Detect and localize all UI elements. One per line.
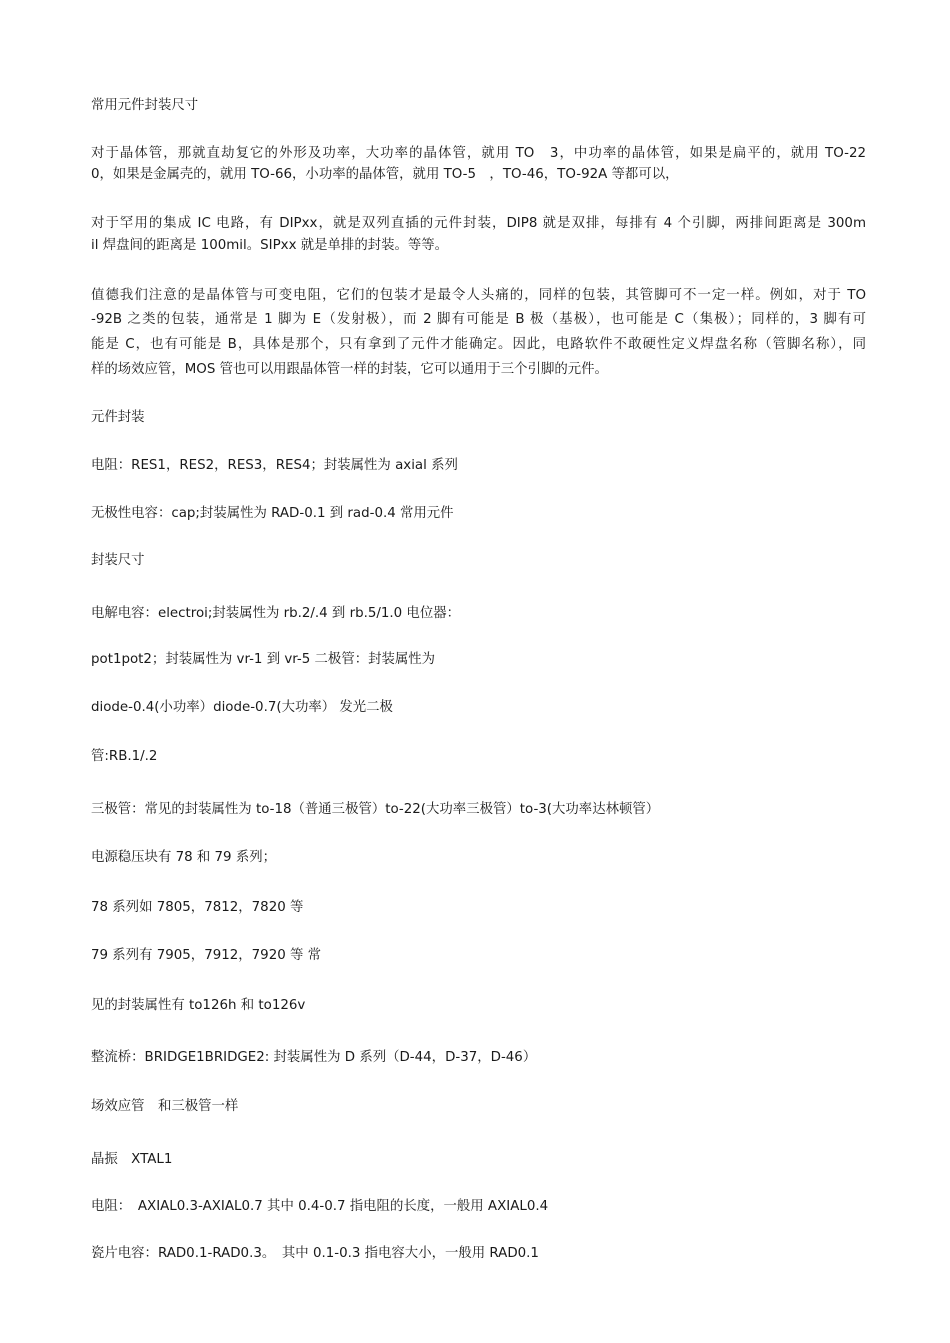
item-nonpolar-capacitor: 无极性电容：cap;封装属性为 RAD-0.1 到 rad-0.4 常用元件 bbox=[91, 506, 454, 521]
item-electrolytic-capacitor: 电解电容：electroi;封装属性为 rb.2/.4 到 rb.5/1.0 电位器： bbox=[91, 606, 460, 621]
item-bridge-rectifier: 整流桥：BRIDGE1BRIDGE2: 封装属性为 D 系列（D-44，D-37，D-46） bbox=[91, 1050, 537, 1065]
item-regulator: 电源稳压块有 78 和 79 系列； bbox=[91, 850, 277, 865]
paragraph-transistor-line-1: 对于晶体管，那就直劫复它的外形及功率，大功率的晶体管，就用 TO 3，中功率的晶体管，如果是扁平的，就用 TO-22 bbox=[91, 146, 866, 161]
item-led: 管:RB.1/.2 bbox=[91, 749, 158, 764]
item-triode: 三极管：常见的封装属性为 to-18（普通三极管）to-22(大功率三极管）to-3(大功率达林顿管） bbox=[91, 802, 660, 817]
paragraph-notice-line-1: 值德我们注意的是晶体管与可变电阻，它们的包装才是最令人头痛的，同样的包装，其管脚可不一定一样。例如，对于 TO bbox=[91, 288, 866, 303]
paragraph-notice-line-4: 样的场效应管，MOS 管也可以用跟晶体管一样的封装，它可以通用于三个引脚的元件。 bbox=[91, 362, 608, 377]
paragraph-notice-line-2: -92B 之类的包装，通常是 1 脚为 E（发射极），而 2 脚有可能是 B 极（基极），也可能是 C（集极）；同样的，3 脚有可 bbox=[91, 312, 866, 327]
item-crystal: 晶振 XTAL1 bbox=[91, 1152, 173, 1167]
item-potentiometer: pot1pot2；封装属性为 vr-1 到 vr-5 二极管：封装属性为 bbox=[91, 652, 436, 667]
item-fet: 场效应管 和三极管一样 bbox=[91, 1099, 239, 1114]
section-heading-component-package: 元件封装 bbox=[91, 410, 145, 425]
paragraph-notice-line-3: 能是 C，也有可能是 B，具体是那个，只有拿到了元件才能确定。因此，电路软件不敢硬性定义焊盘名称（管脚名称），同 bbox=[91, 337, 866, 352]
paragraph-ic-line-1: 对于罕用的集成 IC 电路，有 DIPxx，就是双列直插的元件封装，DIP8 就是双排，每排有 4 个引脚，两排间距离是 300m bbox=[91, 216, 866, 231]
item-ceramic-capacitor: 瓷片电容：RAD0.1-RAD0.3。 其中 0.1-0.3 指电容大小，一般用 RAD0.1 bbox=[91, 1246, 539, 1261]
item-79-series: 79 系列有 7905，7912，7920 等 常 bbox=[91, 948, 322, 963]
paragraph-ic-line-2: il 焊盘间的距离是 100mil。SIPxx 就是单排的封装。等等。 bbox=[91, 238, 449, 253]
item-78-series: 78 系列如 7805，7812，7820 等 bbox=[91, 900, 304, 915]
item-resistor-axial: 电阻： AXIAL0.3-AXIAL0.7 其中 0.4-0.7 指电阻的长度，一般用 AXIAL0.4 bbox=[91, 1199, 549, 1214]
doc-title: 常用元件封装尺寸 bbox=[91, 98, 199, 113]
item-resistor: 电阻：RES1，RES2，RES3，RES4；封装属性为 axial 系列 bbox=[91, 458, 458, 473]
item-diode: diode-0.4(小功率）diode-0.7(大功率） 发光二极 bbox=[91, 700, 393, 715]
item-package-size: 封装尺寸 bbox=[91, 553, 145, 568]
item-regulator-package: 见的封装属性有 to126h 和 to126v bbox=[91, 998, 306, 1013]
paragraph-transistor-line-2: 0，如果是金属壳的，就用 TO-66，小功率的晶体管，就用 TO-5 ，TO-46，TO-92A 等都可以， bbox=[91, 167, 679, 182]
